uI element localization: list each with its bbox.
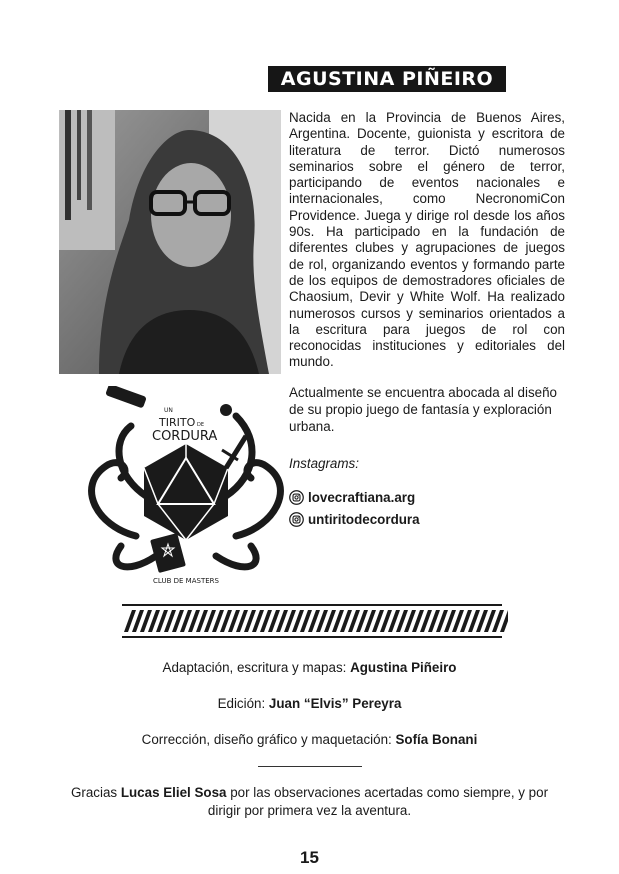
- credit-label: Adaptación, escritura y mapas:: [162, 660, 351, 675]
- author-photo: [59, 110, 281, 374]
- logo-text-cordura: CORDURA: [152, 429, 218, 444]
- thanks-prefix: Gracias: [70, 785, 121, 800]
- instagram-link-1[interactable]: [289, 490, 415, 505]
- logo-text-tirito: TIRITO: [159, 416, 196, 429]
- thanks-name: Lucas Eliel Sosa: [120, 785, 227, 800]
- credit-name: Agustina Piñeiro: [350, 660, 457, 675]
- author-bio: Nacida en la Provincia de Buenos Aires, Argentina. Docente, guionista y escritora de literatura de terror. Dictó numerosos seminarios sobre el género de terror, participando de eventos nacionales e internacionales, como NecronomiCon Providence. Juega y dirige rol desde los años 90s. Ha participado en la fundación de diferentes clubes y agrupaciones de juegos de rol, organizando eventos y formando parte de los equipos de demostradores oficiales de Chaosium, Devir y White Wolf. Ha realizado numerosos cursos y seminarios orientados a la escritura para juegos de rol con reconocidas instituciones y editoriales del mundo.: [289, 110, 565, 370]
- credit-name: Sofía Bonani: [395, 732, 478, 747]
- sword-icon: [222, 436, 246, 468]
- thanks-suffix: por las observaciones acertadas como siempre, y por dirigir por primera vez la aventura.: [207, 785, 549, 818]
- tentacle-icon: [92, 463, 136, 536]
- credit-label: Edición:: [217, 696, 269, 711]
- credit-line-3: [0, 732, 619, 747]
- acknowledgement: [60, 784, 559, 820]
- instagram-label: Instagrams:: [289, 456, 359, 471]
- decorative-divider: [118, 604, 508, 638]
- d20-icon: [144, 444, 228, 540]
- instagram-link-2[interactable]: [289, 512, 420, 527]
- tentacle-icon: [216, 546, 256, 567]
- tentacle-icon: [119, 426, 146, 496]
- tentacle-icon: [116, 546, 156, 567]
- credit-name: Juan “Elvis” Pereyra: [268, 696, 402, 711]
- author-title: AGUSTINA PIÑEIRO: [268, 66, 506, 92]
- credit-line-1: [0, 660, 619, 675]
- book-icon: [150, 533, 186, 573]
- logo-text-un: UN: [164, 407, 173, 414]
- instagram-handle: lovecraftiana.arg: [308, 490, 416, 505]
- logo-text-de: DE: [197, 422, 205, 428]
- club-logo: [76, 386, 296, 588]
- page-number: 15: [300, 848, 319, 867]
- instagram-handle: untiritodecordura: [308, 512, 420, 527]
- credit-line-2: [0, 696, 619, 711]
- tentacle-icon: [236, 463, 280, 536]
- divider-line: [258, 766, 362, 767]
- author-current-project: Actualmente se encuentra abocada al diseño de su propio juego de fantasía y exploración urbana.: [289, 385, 557, 434]
- credit-label: Corrección, diseño gráfico y maquetación:: [141, 732, 396, 747]
- logo-text-footer: CLUB DE MASTERS: [153, 577, 219, 585]
